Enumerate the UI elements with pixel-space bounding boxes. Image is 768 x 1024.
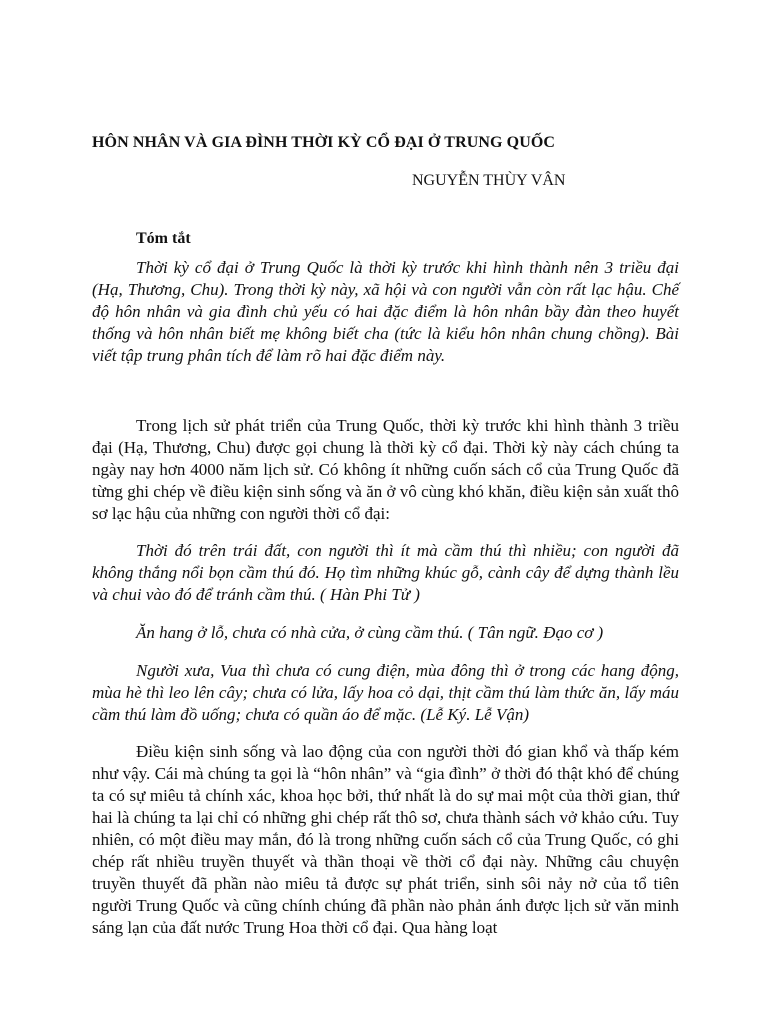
body-paragraph: Trong lịch sử phát triển của Trung Quốc, thời kỳ trước khi hình thành 3 triều đại (Hạ, Thương, Chu) được gọi chung là thời kỳ cổ đại. Thời kỳ này cách chúng ta ngày nay hơn 4000 năm lịch sử. Có không ít những cuốn sách cổ của Trung Quốc đã từng ghi chép về điều kiện sinh sống và ăn ở vô cùng khó khăn, điều kiện sản xuất thô sơ lạc hậu của những con người thời cổ đại:	[92, 416, 679, 523]
body-paragraph: Điều kiện sinh sống và lao động của con người thời đó gian khổ và thấp kém như vậy. Cái mà chúng ta gọi là “hôn nhân” và “gia đình” ở thời đó thật khó để chúng ta có sự miêu tả chính xác, khoa học bởi, thứ nhất là do sự mai một của thời gian, thứ hai là chúng ta lại chỉ có những ghi chép rất thô sơ, chưa thành sách vở khảo cứu. Tuy nhiên, có một điều may mắn, đó là trong những cuốn sách cổ của Trung Quốc, có ghi chép rất nhiều truyền thuyết và thần thoại về thời cổ đại này. Những câu chuyện truyền thuyết đã phần nào miêu tả được sự phát triển, sinh sôi nảy nở của tổ tiên người Trung Quốc và cũng chính chúng đã phần nào phản ánh được lịch sử văn minh sáng lạn của đất nước Trung Hoa thời cổ đại. Qua hàng loạt	[92, 742, 679, 937]
abstract-heading: Tóm tắt	[136, 230, 191, 247]
author-name: NGUYỄN THÙY VÂN	[412, 172, 566, 189]
quote-han-phi-tu: Thời đó trên trái đất, con người thì ít mà cầm thú thì nhiều; con người đã không thắng nổi bọn cầm thú đó. Họ tìm những khúc gỗ, cành cây để dựng thành lều và chui vào đó để tránh cầm thú. ( Hàn Phi Tử )	[92, 541, 679, 604]
document-title: HÔN NHÂN VÀ GIA ĐÌNH THỜI KỲ CỔ ĐẠI Ở TRUNG QUỐC	[92, 134, 556, 151]
quote-tan-ngu: Ăn hang ở lỗ, chưa có nhà cửa, ở cùng cầm thú. ( Tân ngữ. Đạo cơ )	[136, 623, 604, 642]
quote-le-ky: Người xưa, Vua thì chưa có cung điện, mùa đông thì ở trong các hang động, mùa hè thì leo lên cây; chưa có lửa, lấy hoa cỏ dại, thịt cầm thú làm thức ăn, lấy máu cầm thú làm đồ uống; chưa có quần áo để mặc. (Lễ Ký. Lễ Vận)	[92, 661, 679, 724]
abstract-body: Thời kỳ cổ đại ở Trung Quốc là thời kỳ trước khi hình thành nên 3 triều đại (Hạ, Thương, Chu). Trong thời kỳ này, xã hội và con người vẫn còn rất lạc hậu. Chế độ hôn nhân và gia đình chủ yếu có hai đặc điểm là hôn nhân bầy đàn theo huyết thống và hôn nhân biết mẹ không biết cha (tức là kiểu hôn nhân chung chồng). Bài viết tập trung phân tích để làm rõ hai đặc điểm này.	[92, 258, 679, 365]
